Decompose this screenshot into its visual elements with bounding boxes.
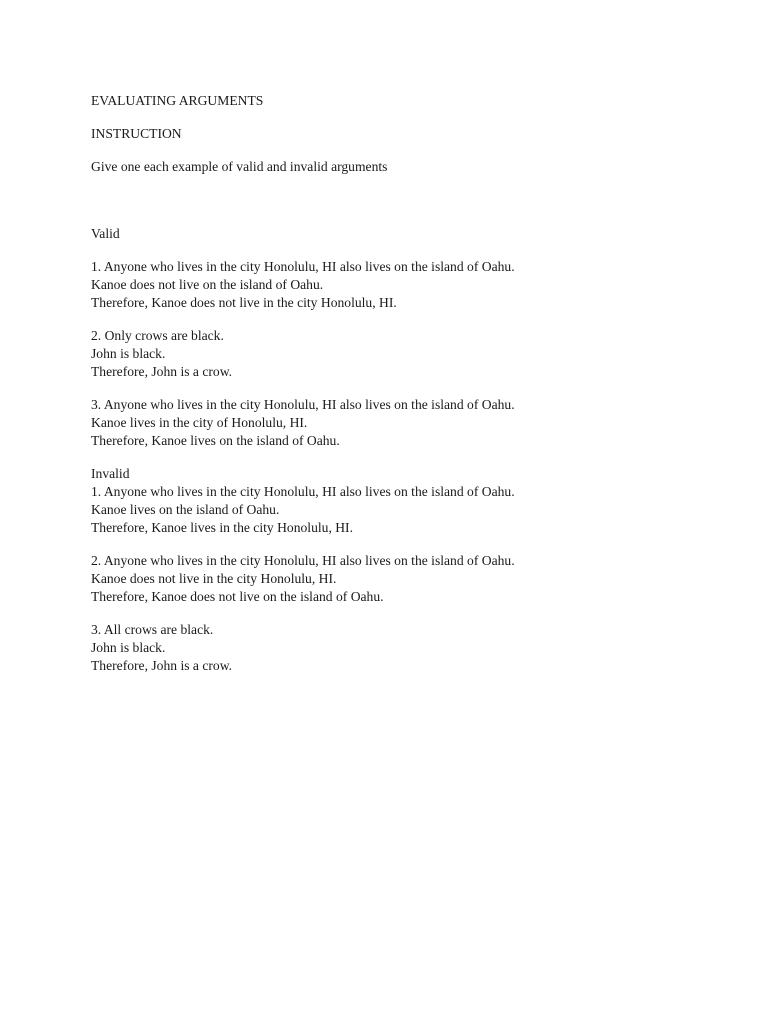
argument-line: Kanoe does not live in the city Honolulu, HI.	[91, 571, 337, 586]
argument-line: 2. Only crows are black.	[91, 328, 224, 343]
argument-line: 1. Anyone who lives in the city Honolulu, HI also lives on the island of Oahu.	[91, 484, 515, 499]
valid-argument-1	[91, 258, 731, 312]
document-title: EVALUATING ARGUMENTS	[91, 93, 264, 108]
argument-line: Therefore, John is a crow.	[91, 658, 233, 673]
argument-line: 1. Anyone who lives in the city Honolulu, HI also lives on the island of Oahu.	[91, 259, 515, 274]
argument-line: Therefore, John is a crow.	[91, 364, 233, 379]
argument-line: Kanoe does not live on the island of Oahu.	[91, 277, 324, 292]
argument-line: Therefore, Kanoe lives in the city Honolulu, HI.	[91, 520, 353, 535]
invalid-argument-1	[91, 483, 731, 537]
argument-line: Therefore, Kanoe lives on the island of Oahu.	[91, 433, 340, 448]
argument-line: 3. All crows are black.	[91, 622, 214, 637]
instruction-text: Give one each example of valid and invalid arguments	[91, 159, 388, 174]
invalid-heading: Invalid	[91, 466, 130, 481]
invalid-argument-2	[91, 552, 731, 606]
instruction-heading: INSTRUCTION	[91, 126, 182, 141]
argument-line: Therefore, Kanoe does not live on the island of Oahu.	[91, 589, 384, 604]
argument-line: Kanoe lives on the island of Oahu.	[91, 502, 280, 517]
argument-line: John is black.	[91, 346, 166, 361]
argument-line: 2. Anyone who lives in the city Honolulu, HI also lives on the island of Oahu.	[91, 553, 515, 568]
argument-line: Kanoe lives in the city of Honolulu, HI.	[91, 415, 308, 430]
invalid-argument-3	[91, 621, 731, 675]
argument-line: Therefore, Kanoe does not live in the city Honolulu, HI.	[91, 295, 397, 310]
document-page	[91, 92, 731, 675]
argument-line: John is black.	[91, 640, 166, 655]
argument-line: 3. Anyone who lives in the city Honolulu, HI also lives on the island of Oahu.	[91, 397, 515, 412]
valid-argument-2	[91, 327, 731, 381]
valid-argument-3	[91, 396, 731, 450]
valid-heading: Valid	[91, 226, 120, 241]
